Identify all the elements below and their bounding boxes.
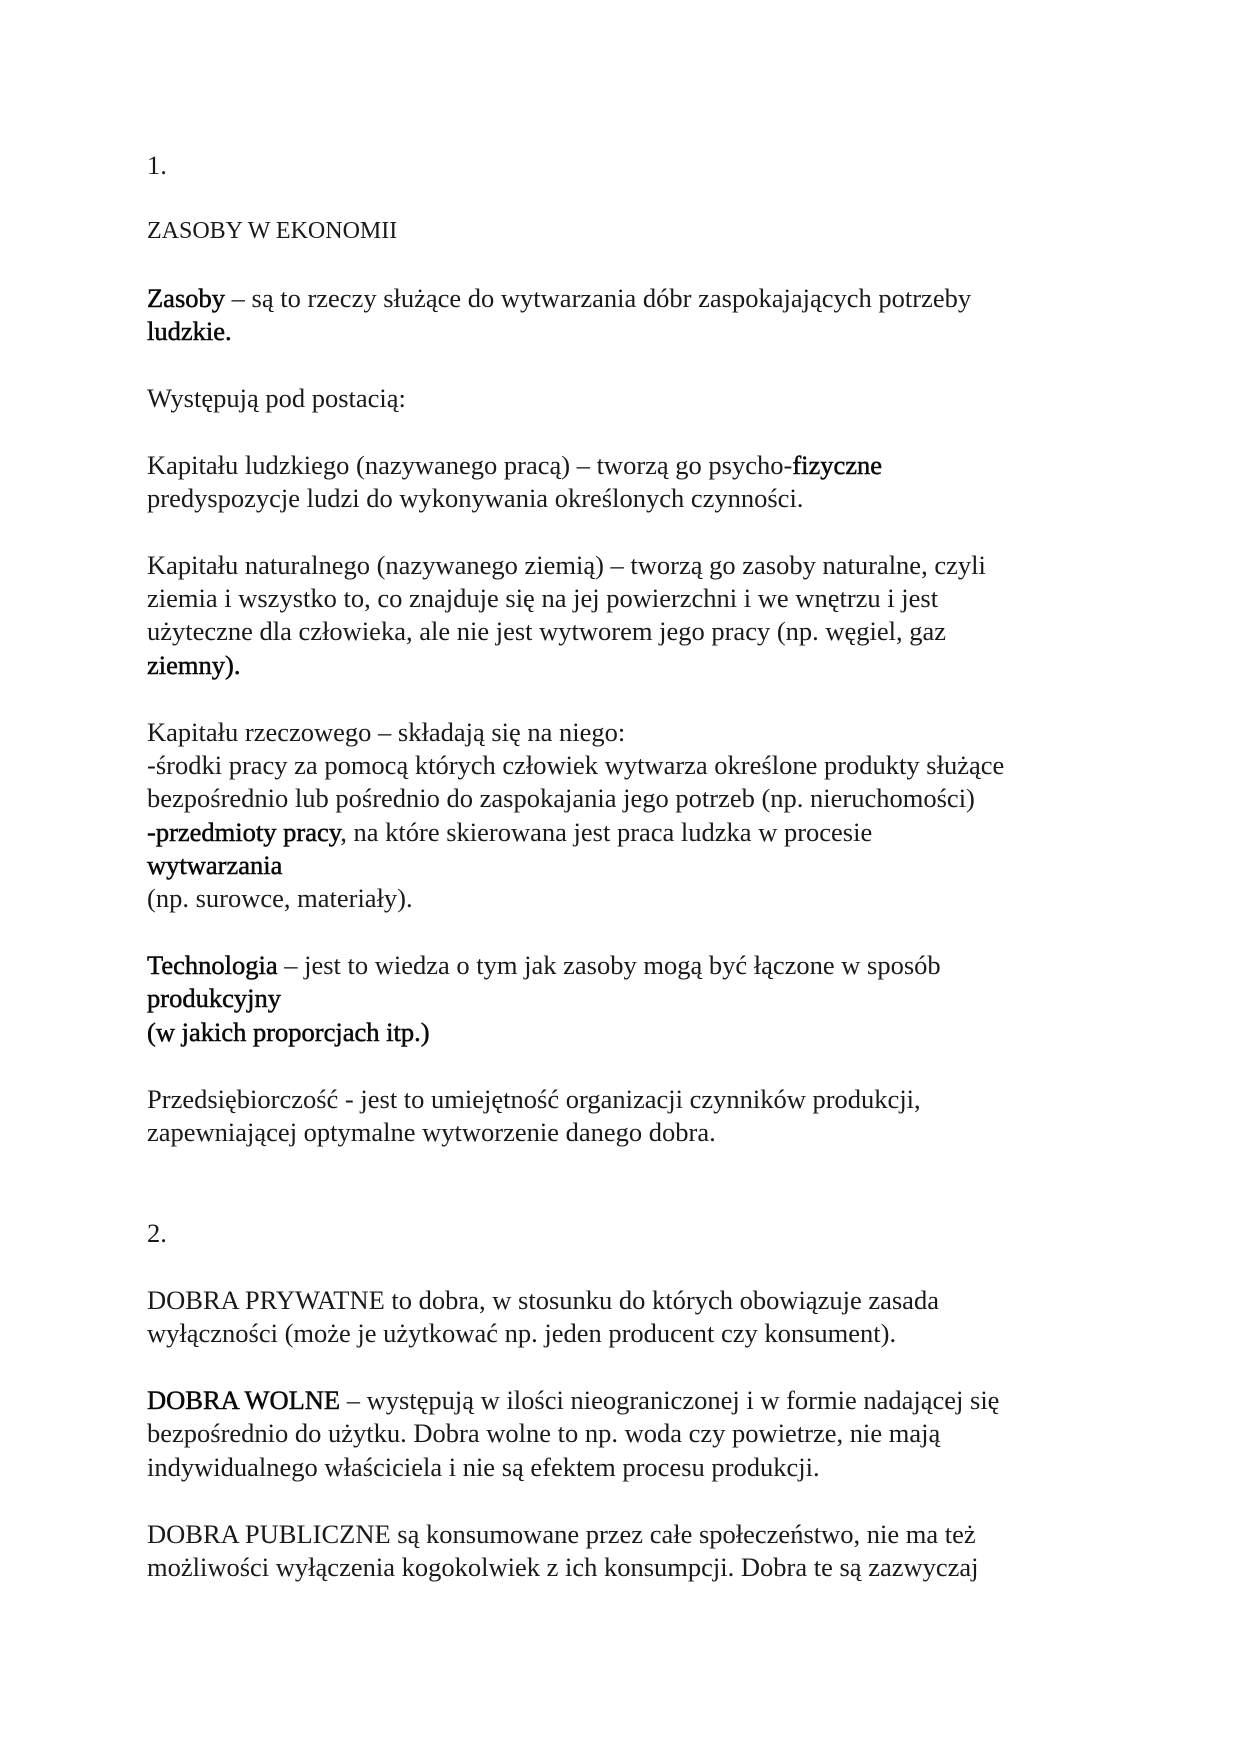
paragraph-dobra-wolne-line-3: indywidualnego właściciela i nie są efektem procesu produkcji. [147,1452,820,1482]
paragraph-kapital-naturalny-line-1: Kapitału naturalnego (nazywanego ziemią) – tworzą go zasoby naturalne, czyli [147,550,986,580]
technologia-definition: – jest to wiedza o tym jak zasoby mogą być łączone w sposób [277,950,941,980]
term-fizyczne: fizyczne [792,450,883,480]
paragraph-dobra-publiczne-line-1: DOBRA PUBLICZNE są konsumowane przez całe społeczeństwo, nie ma też [147,1519,976,1549]
section-number-2: 2. [147,1218,167,1248]
paragraph-zasoby-line-1 [147,283,971,313]
paragraph-dobra-wolne-line-1 [147,1385,999,1415]
section-heading-zasoby: ZASOBY W EKONOMII [147,218,398,244]
paragraph-dobra-prywatne-line-2: wyłączności (może je użytkować np. jeden producent czy konsument). [147,1318,897,1348]
section-number-1: 1. [147,150,167,180]
paragraph-zasoby-line-2: ludzkie. [147,316,232,346]
paragraph-kapital-rzeczowy-line-4 [147,817,872,847]
paragraph-kapital-naturalny-line-3: użyteczne dla człowieka, ale nie jest wytworem jego pracy (np. węgiel, gaz [147,616,947,646]
dobra-wolne-definition: – występują w ilości nieograniczonej i w formie nadającej się [340,1385,1000,1415]
term-przedmioty-pracy: -przedmioty pracy [147,817,341,847]
paragraph-kapital-rzeczowy-line-5: wytwarzania [147,850,283,880]
przedmioty-pracy-text: , na które skierowana jest praca ludzka w procesie [340,817,873,847]
paragraph-dobra-wolne-line-2: bezpośrednio do użytku. Dobra wolne to np. woda czy powietrze, nie mają [147,1418,941,1448]
paragraph-kapital-rzeczowy-line-3: bezpośrednio lub pośrednio do zaspokajania jego potrzeb (np. nieruchomości) [147,783,975,813]
paragraph-technologia-line-2: produkcyjny [147,983,281,1013]
paragraph-dobra-prywatne-line-1: DOBRA PRYWATNE to dobra, w stosunku do których obowiązuje zasada [147,1285,939,1315]
paragraph-kapital-rzeczowy-line-2: -środki pracy za pomocą których człowiek wytwarza określone produkty służące [147,750,1005,780]
paragraph-przedsiebiorczosc-line-1: Przedsiębiorczość - jest to umiejętność organizacji czynników produkcji, [147,1084,921,1114]
zasoby-definition: – są to rzeczy służące do wytwarzania dóbr zaspokajających potrzeby [225,283,972,313]
paragraph-kapital-rzeczowy-line-1: Kapitału rzeczowego – składają się na niego: [147,717,626,747]
kapital-ludzki-text: Kapitału ludzkiego (nazywanego pracą) – tworzą go psycho- [147,450,793,480]
term-dobra-wolne: DOBRA WOLNE [147,1385,341,1415]
paragraph-kapital-naturalny-line-4: ziemny). [147,650,241,680]
paragraph-dobra-publiczne-line-2: możliwości wyłączenia kogokolwiek z ich konsumpcji. Dobra te są zazwyczaj [147,1552,979,1582]
paragraph-kapital-rzeczowy-line-6: (np. surowce, materiały). [147,883,413,913]
paragraph-kapital-naturalny-line-2: ziemia i wszystko to, co znajduje się na jej powierzchni i we wnętrzu i jest [147,583,939,613]
term-technologia: Technologia [147,950,278,980]
term-zasoby: Zasoby [147,283,226,313]
paragraph-przedsiebiorczosc-line-2: zapewniającej optymalne wytworzenie danego dobra. [147,1117,716,1147]
paragraph-wystepuja: Występują pod postacią: [147,383,406,413]
paragraph-kapital-ludzki-line-1 [147,450,882,480]
paragraph-technologia-line-3: (w jakich proporcjach itp.) [147,1017,430,1047]
paragraph-technologia-line-1 [147,950,941,980]
paragraph-kapital-ludzki-line-2: predyspozycje ludzi do wykonywania określonych czynności. [147,483,804,513]
